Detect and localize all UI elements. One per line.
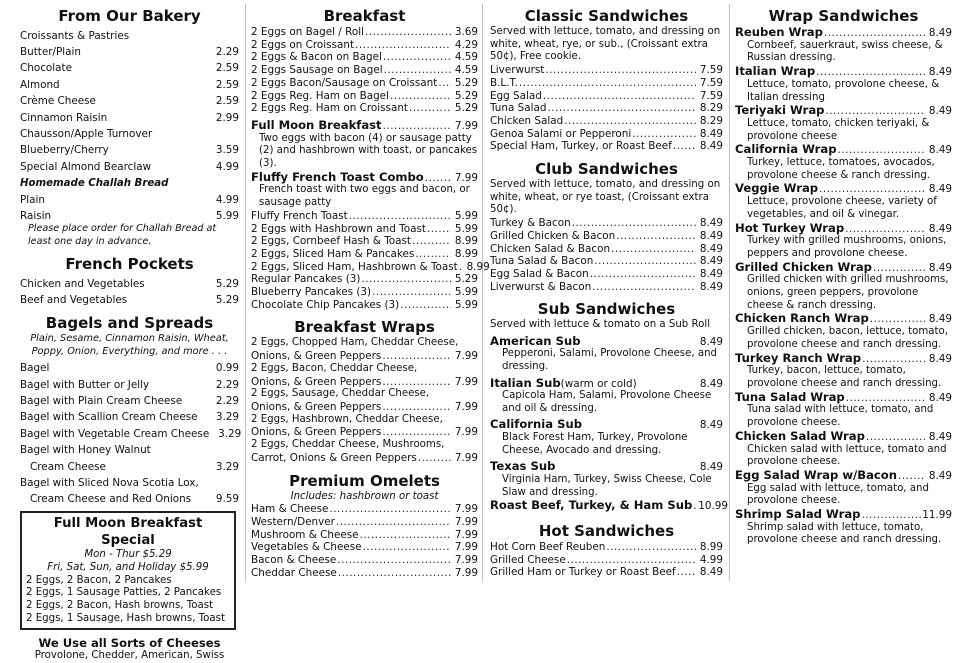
club-intro: Served with lettuce, tomato, and dressing on white, wheat, or rye toast, (Croissant extra 50¢).: [490, 179, 721, 216]
cheeses-title: We Use all Sorts of Cheeses: [38, 636, 221, 651]
menu-item: Croissants & Pastries: [20, 29, 130, 42]
menu-item: Turkey & Bacon ..... 8.49: [490, 217, 723, 230]
menu-item: Almond 2.59: [20, 78, 239, 91]
menu-item: Hot Turkey Wrap ..... 8.49: [735, 222, 952, 236]
item-description: Black Forest Ham, Turkey, Provolone Cheese, Avocado and dressing.: [502, 432, 688, 456]
wrap-line: 2 Eggs, Bacon, Cheddar Cheese,: [251, 362, 418, 374]
menu-item: Blueberry/Cherry 3.59: [20, 144, 239, 157]
breakfast-title: Breakfast: [323, 7, 406, 25]
cheeses-list: Provolone, Chedder, American, Swiss: [34, 650, 225, 662]
menu-item: Full Moon Breakfast ..... 7.99: [251, 119, 478, 133]
special-option: 2 Eggs, 2 Bacon, 2 Pancakes: [26, 574, 172, 586]
menu-item: Grilled Ham or Turkey or Roast Beef ..... 8.49: [490, 566, 723, 579]
menu-item: Butter/Plain 2.29: [20, 46, 239, 59]
club-title: Club Sandwiches: [535, 160, 678, 179]
menu-item: Beef and Vegetables 5.29: [20, 294, 239, 307]
french-pockets-title: French Pockets: [65, 255, 194, 274]
special-option: 2 Eggs, 2 Bacon, Hash browns, Toast: [26, 599, 214, 611]
item-description: Virginia Ham, Turkey, Swiss Cheese, Cole Slaw and dressing.: [502, 473, 712, 498]
menu-item: Hot Corn Beef Reuben ..... 8.99: [490, 541, 723, 554]
menu-item: Bagel with Sliced Nova Scotia Lox,: [20, 477, 199, 490]
column-1: [0, 0, 245, 662]
column-3: [482, 0, 729, 585]
menu-item: 2 Eggs & Bacon on Bagel ..... 4.59: [251, 51, 478, 64]
item-description: Turkey, bacon, lettuce, tomato, provolone cheese and ranch dressing.: [747, 365, 942, 389]
menu-item: California Sub 8.49: [490, 417, 723, 432]
menu-item: 2 Eggs Reg. Ham on Bagel ..... 5.29: [251, 90, 478, 103]
menu-item: Bagel 0.99: [20, 362, 239, 375]
menu-item: Tuna Salad & Bacon ..... 8.49: [490, 255, 723, 268]
item-description: Egg salad with lettuce, tomato, and provolone cheese.: [747, 482, 929, 507]
menu-item: Bagel with Vegetable Cream Cheese 3.29: [20, 427, 242, 440]
menu-item: Onions, & Green Peppers ..... 7.99: [251, 426, 478, 439]
bakery-title: From Our Bakery: [58, 7, 201, 25]
wrap-line: 2 Eggs, Cheddar Cheese, Mushrooms,: [251, 439, 445, 451]
menu-item: Raisin 5.99: [20, 210, 239, 223]
item-description: Lettuce, tomato, provolone cheese, & Italian dressing: [747, 78, 940, 103]
menu-item: B.L.T. ..... 7.59: [490, 77, 723, 90]
menu-item: Fluffy French Toast Combo ..... 7.99: [251, 171, 478, 185]
item-description: Turkey, lettuce, tomatoes, avocados, provolone cheese & ranch dressing.: [747, 157, 935, 181]
menu-item: Cream Cheese and Red Onions 9.59: [30, 493, 239, 506]
menu-item: Egg Salad Wrap w/Bacon ..... 8.49: [735, 469, 952, 483]
classic-intro: Served with lettuce, tomato, and dressing on white, wheat, rye, or sub., (Croissant extra 50¢), Free cookie.: [490, 26, 721, 63]
menu-item: Chicken Ranch Wrap ..... 8.49: [735, 312, 952, 326]
menu-item: Chocolate 2.59: [20, 62, 239, 75]
menu-item: Cinnamon Raisin 2.99: [20, 111, 239, 124]
menu-item: Chicken Salad Wrap ..... 8.49: [735, 430, 952, 444]
menu-item: Reuben Wrap ..... 8.49: [735, 26, 952, 40]
menu-item: Texas Sub 8.49: [490, 459, 723, 474]
menu-item: California Wrap ..... 8.49: [735, 143, 952, 157]
menu-item: Ham & Cheese ..... 7.99: [251, 503, 478, 516]
menu-item: Blueberry Pancakes (3) ..... 5.99: [251, 286, 478, 299]
challah-note: Please place order for Challah Bread at least one day in advance.: [28, 223, 217, 247]
menu-item: 2 Eggs Bacon/Sausage on Croissant ..... 5.29: [251, 77, 478, 90]
menu-item: Veggie Wrap ..... 8.49: [735, 182, 952, 196]
menu-item: Grilled Chicken & Bacon ..... 8.49: [490, 230, 723, 243]
menu-item: Chicken Salad & Bacon ..... 8.49: [490, 243, 723, 256]
item-description: Two eggs with bacon (4) or sausage patty (2) and hashbrown with toast, or pancakes (3).: [259, 132, 478, 170]
item-description: Chicken salad with lettuce, tomato and provolone cheese.: [747, 443, 947, 468]
menu-item: Roast Beef, Turkey, & Ham Sub ..... 10.99: [490, 499, 723, 513]
menu-item: 2 Eggs Sausage on Bagel ..... 4.59: [251, 64, 478, 77]
bagels-title: Bagels and Spreads: [45, 314, 214, 333]
item-description: Lettuce, provolone cheese, variety of vegetables, and oil & vinegar.: [747, 196, 937, 220]
bagel-varieties: Plain, Sesame, Cinnamon Raisin, Wheat, Poppy, Onion, Everything, and more . . .: [30, 333, 229, 357]
menu-item: Onions, & Green Peppers ..... 7.99: [251, 350, 478, 363]
menu-item: Teriyaki Wrap ..... 8.49: [735, 104, 952, 118]
menu-item: Tuna Salad ..... 8.29: [490, 102, 723, 115]
breakfast-wraps-title: Breakfast Wraps: [294, 318, 435, 337]
menu-item: 2 Eggs, Sliced Ham & Pancakes ..... 8.99: [251, 248, 478, 261]
sub-intro: Served with lettuce & tomato on a Sub Roll: [490, 319, 711, 331]
menu-item: Bagel with Butter or Jelly 2.29: [20, 378, 239, 391]
breakfast-special-box: [20, 511, 236, 630]
menu-item: Italian Sub (warm or cold) 8.49: [490, 375, 723, 390]
menu-item: Special Almond Bearclaw 4.99: [20, 160, 239, 173]
menu-item: Genoa Salami or Pepperoni ..... 8.49: [490, 128, 723, 141]
wrap-line: 2 Eggs, Hashbrown, Cheddar Cheese,: [251, 413, 443, 425]
omelets-subtitle: Includes: hashbrown or toast: [290, 490, 439, 502]
menu-item: Chausson/Apple Turnover: [20, 128, 153, 141]
classic-title: Classic Sandwiches: [524, 7, 689, 25]
special-option: 2 Eggs, 1 Sausage Patties, 2 Pancakes: [26, 587, 222, 599]
menu-item: Italian Wrap ..... 8.49: [735, 65, 952, 79]
menu-item: Grilled Cheese ..... 4.99: [490, 554, 723, 567]
item-description: Grilled chicken, bacon, lettuce, tomato, provolone cheese and ranch dressing.: [747, 326, 948, 350]
menu-item: Onions, & Green Peppers ..... 7.99: [251, 376, 478, 389]
item-description: Tuna salad with lettuce, tomato, and provolone cheese.: [747, 404, 934, 429]
item-description: Lettuce, tomato, chicken teriyaki, & provolone cheese: [747, 117, 930, 142]
menu-item: Grilled Chicken Wrap ..... 8.49: [735, 261, 952, 275]
menu-item: Plain 4.99: [20, 193, 239, 206]
challah-heading: Homemade Challah Bread: [20, 177, 169, 189]
menu-item: Crème Cheese 2.59: [20, 95, 239, 108]
item-description: French toast with two eggs and bacon, or sausage patty: [259, 184, 470, 209]
menu-item: Fluffy French Toast ..... 5.99: [251, 210, 478, 223]
omelets-title: Premium Omelets: [289, 471, 440, 490]
item-description: Capicola Ham, Salami, Provolone Cheese and oil & dressing.: [502, 390, 712, 414]
menu-item: Shrimp Salad Wrap ..... 11.99: [735, 508, 952, 522]
hot-title: Hot Sandwiches: [538, 521, 675, 540]
sub-title: Sub Sandwiches: [537, 300, 676, 319]
menu-item: Special Ham, Turkey, or Roast Beef ..... 8.49: [490, 140, 723, 153]
menu-item: 2 Eggs, Cornbeef Hash & Toast ..... 8.99: [251, 235, 478, 248]
special-weekend-price: Fri, Sat, Sun, and Holiday $5.99: [47, 561, 209, 573]
menu-item: Chocolate Chip Pancakes (3) ..... 5.99: [251, 299, 478, 312]
menu-item: Onions, & Green Peppers ..... 7.99: [251, 401, 478, 414]
menu-item: Regular Pancakes (3) ..... 5.29: [251, 273, 478, 286]
column-2: [245, 0, 490, 585]
special-option: 2 Eggs, 1 Sausage, Hash browns, Toast: [26, 612, 225, 624]
menu-item: Chicken and Vegetables 5.29: [20, 278, 239, 291]
menu-item: Liverwurst & Bacon ..... 8.49: [490, 281, 723, 294]
special-weekday-price: Mon - Thur $5.29: [84, 549, 172, 561]
menu-item: Cream Cheese 3.29: [30, 460, 239, 473]
menu-item: Chicken Salad ..... 8.29: [490, 115, 723, 128]
menu-item: Carrot, Onions & Green Peppers ..... 7.99: [251, 452, 478, 465]
menu-item: Vegetables & Cheese ..... 7.99: [251, 541, 478, 554]
menu-item: 2 Eggs with Hashbrown and Toast ..... 5.99: [251, 223, 478, 236]
menu-item: Egg Salad ..... 7.59: [490, 90, 723, 103]
item-description: Cornbeef, sauerkraut, swiss cheese, & Russian dressing.: [747, 39, 943, 64]
menu-item: American Sub 8.49: [490, 333, 723, 348]
menu-item: Turkey Ranch Wrap ..... 8.49: [735, 352, 952, 366]
menu-item: Bagel with Scallion Cream Cheese 3.29: [20, 411, 239, 424]
menu-item: Bagel with Honey Walnut: [20, 444, 151, 457]
special-title: Full Moon Breakfast Special: [53, 516, 203, 549]
menu-item: 2 Eggs on Croissant ..... 4.29: [251, 39, 478, 52]
menu-item: 2 Eggs Reg. Ham on Croissant ..... 5.29: [251, 102, 478, 115]
item-description: Turkey with grilled mushrooms, onions, peppers and provolone cheese.: [747, 235, 947, 259]
item-description: Pepperoni, Salami, Provolone Cheese, and dressing.: [502, 348, 717, 373]
bakery-list: [20, 26, 239, 174]
menu-item: 2 Eggs on Bagel / Roll ..... 3.69: [251, 26, 478, 39]
wrap-line: 2 Eggs, Sausage, Cheddar Cheese,: [251, 388, 430, 400]
menu-item: Western/Denver ..... 7.99: [251, 516, 478, 529]
menu-item: 2 Eggs, Sliced Ham, Hashbrown & Toast ..... 8.99: [251, 261, 478, 274]
menu-item: Cheddar Cheese ..... 7.99: [251, 567, 478, 580]
item-description: Shrimp salad with lettuce, tomato, provolone cheese and ranch dressing.: [747, 521, 942, 546]
wraps-title: Wrap Sandwiches: [768, 7, 919, 25]
menu-item: Mushroom & Cheese ..... 7.99: [251, 529, 478, 542]
column-4: [729, 0, 960, 585]
menu-item: Bacon & Cheese ..... 7.99: [251, 554, 478, 567]
item-description: Grilled chicken with grilled mushrooms, onions, green peppers, provolone cheese & ranch dressing.: [747, 274, 949, 311]
menu-item: Egg Salad & Bacon ..... 8.49: [490, 268, 723, 281]
menu-item: Liverwurst ..... 7.59: [490, 64, 723, 77]
menu-item: Tuna Salad Wrap ..... 8.49: [735, 391, 952, 405]
wrap-line: 2 Eggs, Chopped Ham, Cheddar Cheese,: [251, 337, 459, 349]
menu-item: Bagel with Plain Cream Cheese 2.29: [20, 395, 239, 408]
